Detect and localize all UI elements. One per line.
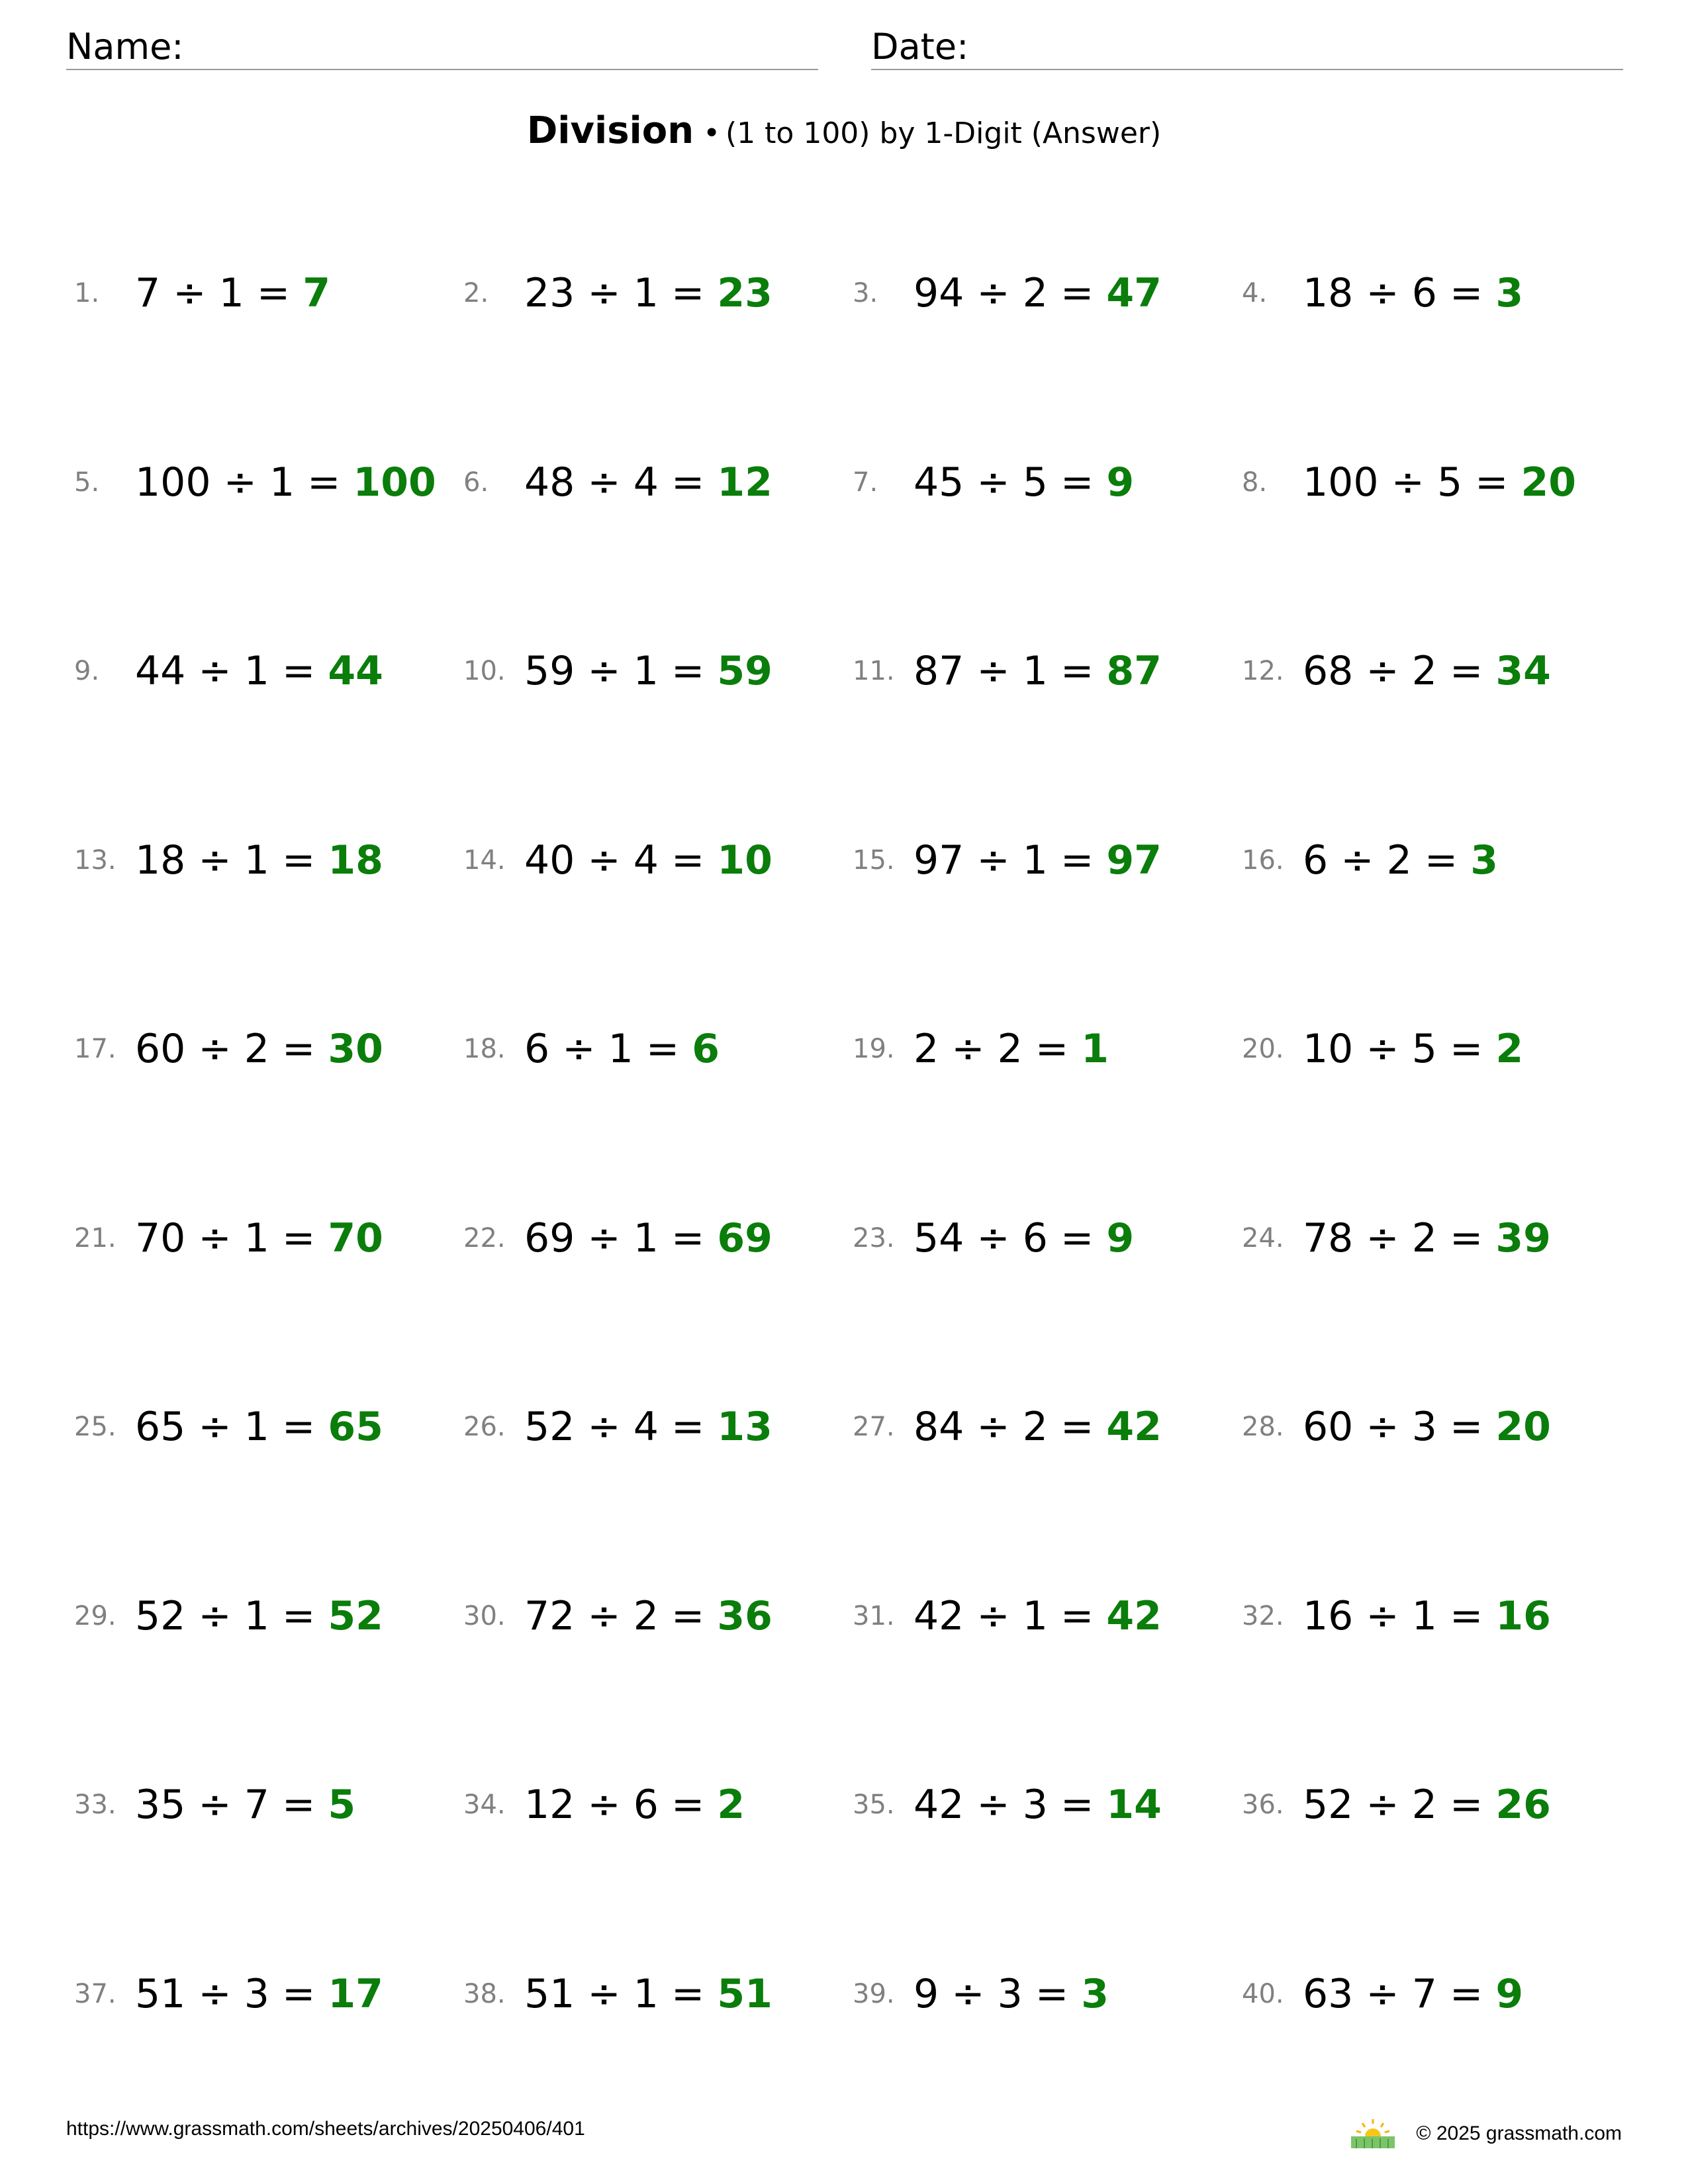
problem-expression xyxy=(914,453,1134,512)
name-label: Name: xyxy=(66,26,184,68)
problem-expression xyxy=(135,1208,383,1268)
problem-expression xyxy=(914,1208,1134,1268)
problem-equation: 42 ÷ 3 = xyxy=(914,1782,1107,1828)
problem-number: 20. xyxy=(1242,1034,1284,1064)
problem-expression xyxy=(914,641,1162,701)
problem-answer: 97 xyxy=(1106,837,1162,884)
footer-copyright: © 2025 grassmath.com xyxy=(1416,2122,1622,2144)
problem-expression xyxy=(524,453,773,512)
worksheet-title xyxy=(0,105,1688,166)
problem-expression xyxy=(135,1964,383,2024)
problem-answer: 3 xyxy=(1470,837,1498,884)
problem-expression xyxy=(1303,1964,1523,2024)
problem-answer: 26 xyxy=(1495,1782,1551,1828)
grass-sun-logo-icon xyxy=(1350,2118,1396,2150)
problem-expression xyxy=(1303,453,1576,512)
problem-equation: 10 ÷ 5 = xyxy=(1303,1026,1496,1072)
problem-equation: 35 ÷ 7 = xyxy=(135,1782,328,1828)
problem-equation: 60 ÷ 2 = xyxy=(135,1026,328,1072)
problem-answer: 9 xyxy=(1106,459,1135,506)
problem-equation: 54 ÷ 6 = xyxy=(914,1215,1107,1261)
problem-answer: 3 xyxy=(1495,270,1524,316)
problem-number: 9. xyxy=(74,656,100,686)
problem-equation: 70 ÷ 1 = xyxy=(135,1215,328,1261)
problem-answer: 30 xyxy=(328,1026,383,1072)
problem-expression xyxy=(524,1964,773,2024)
problem-answer: 7 xyxy=(303,270,330,316)
problem-number: 27. xyxy=(853,1412,895,1442)
problem-number: 18. xyxy=(463,1034,506,1064)
problem-expression xyxy=(524,1019,720,1079)
problem-equation: 18 ÷ 1 = xyxy=(135,837,328,884)
problem-expression xyxy=(914,1586,1162,1646)
problem-answer: 16 xyxy=(1495,1593,1551,1639)
problem-number: 10. xyxy=(463,656,506,686)
problem-expression xyxy=(135,1586,383,1646)
problem-answer: 100 xyxy=(353,459,436,506)
problem-equation: 16 ÷ 1 = xyxy=(1303,1593,1496,1639)
problem-number: 33. xyxy=(74,1790,117,1820)
problem-number: 25. xyxy=(74,1412,117,1442)
problem-expression xyxy=(1303,1586,1551,1646)
problem-number: 4. xyxy=(1242,278,1268,308)
problem-number: 26. xyxy=(463,1412,506,1442)
problem-expression xyxy=(914,1964,1109,2024)
problem-expression xyxy=(524,1775,745,1835)
problem-answer: 13 xyxy=(717,1404,773,1450)
problem-equation: 97 ÷ 1 = xyxy=(914,837,1107,884)
problem-number: 29. xyxy=(74,1601,117,1631)
problem-expression xyxy=(135,831,383,890)
problem-answer: 20 xyxy=(1495,1404,1551,1450)
problem-expression xyxy=(135,263,330,323)
problem-equation: 68 ÷ 2 = xyxy=(1303,648,1496,694)
problem-answer: 2 xyxy=(717,1782,745,1828)
problem-expression xyxy=(1303,263,1523,323)
problem-number: 7. xyxy=(853,467,878,498)
problem-expression xyxy=(1303,641,1551,701)
problem-answer: 87 xyxy=(1106,648,1162,694)
problem-expression xyxy=(914,263,1162,323)
problem-equation: 52 ÷ 2 = xyxy=(1303,1782,1496,1828)
problem-answer: 2 xyxy=(1495,1026,1524,1072)
problem-number: 1. xyxy=(74,278,100,308)
date-label: Date: xyxy=(871,26,969,68)
problem-equation: 63 ÷ 7 = xyxy=(1303,1971,1496,2017)
problem-expression xyxy=(1303,1397,1551,1457)
problem-number: 13. xyxy=(74,845,117,876)
problem-expression xyxy=(1303,1208,1551,1268)
problem-number: 8. xyxy=(1242,467,1268,498)
problem-expression xyxy=(914,831,1162,890)
problem-expression xyxy=(524,263,773,323)
problem-number: 11. xyxy=(853,656,895,686)
title-separator: • xyxy=(703,116,721,150)
problem-number: 24. xyxy=(1242,1223,1284,1253)
problem-number: 34. xyxy=(463,1790,506,1820)
problem-equation: 84 ÷ 2 = xyxy=(914,1404,1107,1450)
problem-answer: 14 xyxy=(1106,1782,1162,1828)
problem-equation: 42 ÷ 1 = xyxy=(914,1593,1107,1639)
problem-answer: 42 xyxy=(1106,1404,1162,1450)
problem-equation: 100 ÷ 5 = xyxy=(1303,459,1521,506)
problem-answer: 23 xyxy=(717,270,773,316)
problem-expression xyxy=(135,1775,355,1835)
problem-expression xyxy=(914,1397,1162,1457)
problem-answer: 59 xyxy=(717,648,773,694)
problem-answer: 42 xyxy=(1106,1593,1162,1639)
problem-number: 15. xyxy=(853,845,895,876)
footer-copyright-block xyxy=(1350,2118,1622,2150)
problem-expression xyxy=(1303,831,1498,890)
problem-expression xyxy=(135,1397,383,1457)
problem-equation: 52 ÷ 4 = xyxy=(524,1404,718,1450)
problem-number: 6. xyxy=(463,467,489,498)
problem-expression xyxy=(135,641,383,701)
title-subtitle: (1 to 100) by 1-Digit (Answer) xyxy=(726,116,1162,150)
problem-number: 17. xyxy=(74,1034,117,1064)
problem-number: 30. xyxy=(463,1601,506,1631)
problem-equation: 72 ÷ 2 = xyxy=(524,1593,718,1639)
problem-expression xyxy=(135,453,436,512)
problem-equation: 51 ÷ 3 = xyxy=(135,1971,328,2017)
problem-answer: 10 xyxy=(717,837,773,884)
problem-answer: 20 xyxy=(1521,459,1577,506)
problem-number: 36. xyxy=(1242,1790,1284,1820)
problem-number: 40. xyxy=(1242,1979,1284,2009)
problem-answer: 69 xyxy=(717,1215,773,1261)
problem-equation: 45 ÷ 5 = xyxy=(914,459,1107,506)
problem-expression xyxy=(524,1397,773,1457)
problem-number: 32. xyxy=(1242,1601,1284,1631)
problem-answer: 3 xyxy=(1081,1971,1109,2017)
problem-number: 31. xyxy=(853,1601,895,1631)
problem-answer: 6 xyxy=(692,1026,720,1072)
problem-number: 5. xyxy=(74,467,100,498)
problem-equation: 78 ÷ 2 = xyxy=(1303,1215,1496,1261)
problem-expression xyxy=(914,1775,1162,1835)
problem-equation: 6 ÷ 2 = xyxy=(1303,837,1471,884)
date-field[interactable] xyxy=(871,25,1623,70)
problem-expression xyxy=(524,831,773,890)
problem-number: 23. xyxy=(853,1223,895,1253)
problem-equation: 2 ÷ 2 = xyxy=(914,1026,1082,1072)
problem-number: 35. xyxy=(853,1790,895,1820)
problem-equation: 18 ÷ 6 = xyxy=(1303,270,1496,316)
problem-number: 14. xyxy=(463,845,506,876)
problem-expression xyxy=(524,1586,773,1646)
problem-answer: 9 xyxy=(1495,1971,1524,2017)
problem-number: 38. xyxy=(463,1979,506,2009)
name-field[interactable] xyxy=(66,25,818,70)
problem-number: 16. xyxy=(1242,845,1284,876)
problem-equation: 52 ÷ 1 = xyxy=(135,1593,328,1639)
problem-number: 3. xyxy=(853,278,878,308)
problem-equation: 94 ÷ 2 = xyxy=(914,270,1107,316)
problem-answer: 5 xyxy=(328,1782,356,1828)
problem-answer: 52 xyxy=(328,1593,383,1639)
problem-equation: 65 ÷ 1 = xyxy=(135,1404,328,1450)
problem-number: 21. xyxy=(74,1223,117,1253)
problem-number: 19. xyxy=(853,1034,895,1064)
problem-answer: 18 xyxy=(328,837,383,884)
footer-url[interactable]: https://www.grassmath.com/sheets/archives/20250406/401 xyxy=(66,2118,585,2140)
problem-expression xyxy=(524,1208,773,1268)
problem-equation: 23 ÷ 1 = xyxy=(524,270,718,316)
problem-number: 2. xyxy=(463,278,489,308)
problem-answer: 65 xyxy=(328,1404,383,1450)
problem-equation: 12 ÷ 6 = xyxy=(524,1782,718,1828)
problem-equation: 44 ÷ 1 = xyxy=(135,648,328,694)
problem-expression xyxy=(135,1019,383,1079)
problem-answer: 36 xyxy=(717,1593,773,1639)
problem-number: 28. xyxy=(1242,1412,1284,1442)
problem-equation: 6 ÷ 1 = xyxy=(524,1026,692,1072)
problem-answer: 9 xyxy=(1106,1215,1135,1261)
problem-equation: 69 ÷ 1 = xyxy=(524,1215,718,1261)
problem-equation: 51 ÷ 1 = xyxy=(524,1971,718,2017)
problem-number: 22. xyxy=(463,1223,506,1253)
problem-expression xyxy=(914,1019,1109,1079)
problem-equation: 40 ÷ 4 = xyxy=(524,837,718,884)
problem-answer: 12 xyxy=(717,459,773,506)
problem-equation: 60 ÷ 3 = xyxy=(1303,1404,1496,1450)
problem-answer: 1 xyxy=(1081,1026,1109,1072)
problem-answer: 70 xyxy=(328,1215,383,1261)
problem-equation: 87 ÷ 1 = xyxy=(914,648,1107,694)
problem-answer: 39 xyxy=(1495,1215,1551,1261)
problem-number: 39. xyxy=(853,1979,895,2009)
problem-equation: 9 ÷ 3 = xyxy=(914,1971,1082,2017)
problem-expression xyxy=(1303,1775,1551,1835)
problem-equation: 48 ÷ 4 = xyxy=(524,459,718,506)
problem-equation: 100 ÷ 1 = xyxy=(135,459,353,506)
problem-equation: 7 ÷ 1 = xyxy=(135,270,303,316)
problem-equation: 59 ÷ 1 = xyxy=(524,648,718,694)
problem-answer: 47 xyxy=(1106,270,1162,316)
problem-expression xyxy=(524,641,773,701)
problem-number: 37. xyxy=(74,1979,117,2009)
title-main: Division xyxy=(526,109,694,152)
problem-number: 12. xyxy=(1242,656,1284,686)
problem-expression xyxy=(1303,1019,1523,1079)
problem-answer: 17 xyxy=(328,1971,383,2017)
problem-answer: 34 xyxy=(1495,648,1551,694)
problem-answer: 51 xyxy=(717,1971,773,2017)
problem-answer: 44 xyxy=(328,648,383,694)
